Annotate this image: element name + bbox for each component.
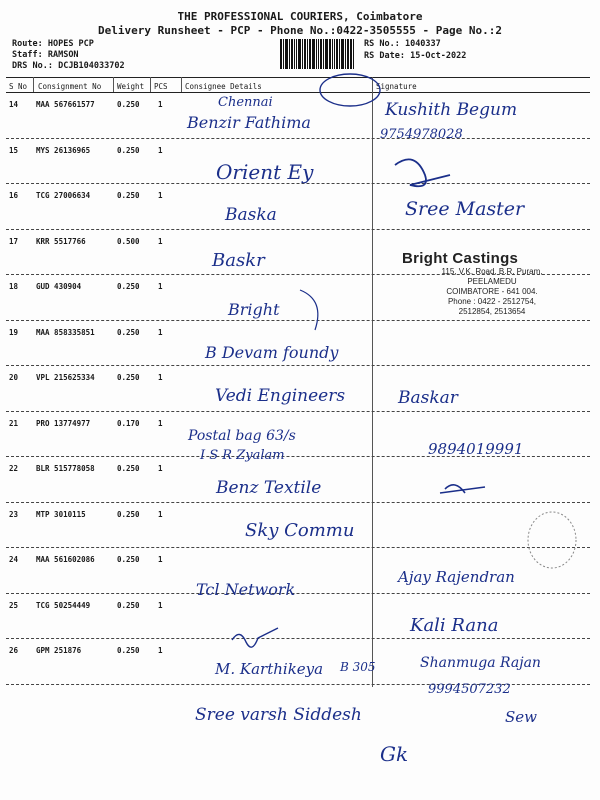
hw-r19-name: B Devam foundy: [205, 343, 339, 362]
row-pcs: 1: [158, 236, 163, 246]
row-pcs: 1: [158, 418, 163, 428]
row-pcs: 1: [158, 145, 163, 155]
col-header-pcs: PCS: [154, 82, 168, 91]
row-weight: 0.250: [117, 327, 140, 337]
col-header-weight: Weight: [117, 82, 145, 91]
row-pcs: 1: [158, 282, 163, 291]
hw-r16-signature: Sree Master: [405, 198, 525, 220]
col-header-sno: S No: [9, 82, 28, 91]
row-pcs: 1: [158, 464, 163, 473]
row-pcs: 1: [158, 600, 163, 610]
rs-no-value: 1040337: [404, 39, 441, 49]
row-consignment-no: GUD 430904: [36, 282, 82, 291]
hw-r16-name: Baska: [225, 205, 277, 225]
hw-r26-name: M. Karthikeya: [215, 660, 324, 678]
hw-r25-signature: Kali Rana: [410, 615, 499, 636]
hw-bottom-signature: Sew: [505, 708, 537, 726]
hw-r26-signature: Shanmuga Rajan: [420, 655, 541, 671]
row-weight: 0.250: [117, 464, 140, 473]
row-pcs: 1: [158, 100, 163, 109]
signature-stroke: [395, 159, 450, 186]
row-weight: 0.250: [117, 646, 140, 655]
hw-r23-name: Sky Commu: [245, 520, 355, 541]
row-sno: 24: [9, 555, 19, 564]
stamp-address2: PEELAMEDU: [467, 277, 517, 286]
row-weight: 0.250: [117, 373, 140, 382]
circle-stroke: [320, 74, 380, 106]
signature-stroke: [440, 485, 485, 493]
hw-r21-sub: I S R Zyalam: [200, 448, 285, 463]
staff-value: RAMSON: [47, 50, 79, 60]
row-sno: 18: [9, 282, 19, 291]
row-pcs: 1: [158, 646, 163, 655]
row-weight: 0.250: [117, 145, 140, 155]
row-consignment-no: VPL 215625334: [36, 373, 95, 382]
col-header-consignment: Consignment No: [38, 82, 102, 91]
company-heading: THE PROFESSIONAL COURIERS, Coimbatore: [177, 10, 423, 23]
row-consignment-no: MTP 3010115: [36, 509, 86, 519]
row-sno: 19: [9, 327, 19, 337]
row-consignment-no: KRR 5517766: [36, 236, 86, 246]
stamp-address3: COIMBATORE - 641 004.: [446, 287, 538, 296]
row-pcs: 1: [158, 327, 163, 337]
row-consignment-no: MAA 567661577: [36, 100, 95, 109]
pen-stroke: [300, 290, 318, 330]
hw-r18-name: Bright: [228, 300, 280, 319]
hw-bottom-note: Sree varsh Siddesh: [195, 705, 362, 725]
route-value: HOPES PCP: [47, 39, 94, 49]
row-pcs: 1: [158, 555, 163, 564]
runsheet-title: Delivery Runsheet - PCP - Phone No.:0422-3505555 - Page No.:2: [98, 24, 502, 37]
hw-r22-name: Benz Textile: [216, 478, 322, 498]
row-consignment-no: PRO 13774977: [36, 418, 91, 428]
hw-r14-phone: 9754978028: [380, 127, 463, 142]
row-weight: 0.250: [117, 509, 140, 519]
row-pcs: 1: [158, 373, 163, 382]
row-pcs: 1: [158, 191, 163, 200]
hw-r21-name: Postal bag 63/s: [188, 428, 296, 444]
rs-date-label: RS Date:: [364, 51, 405, 61]
hw-r26-note: B 305: [340, 660, 376, 674]
hw-r24-signature: Ajay Rajendran: [398, 568, 515, 586]
row-sno: 23: [9, 509, 19, 519]
hw-r20-name: Vedi Engineers: [215, 386, 346, 406]
row-weight: 0.500: [117, 236, 140, 246]
row-sno: 16: [9, 191, 19, 200]
row-weight: 0.250: [117, 191, 140, 200]
hw-r14-top: Chennai: [218, 95, 273, 110]
row-consignment-no: GPM 251876: [36, 646, 82, 655]
round-stamp-mark: [528, 512, 576, 568]
row-sno: 21: [9, 418, 19, 428]
rs-no-label: RS No.:: [364, 39, 400, 49]
drs-value: DCJB104033702: [58, 61, 125, 71]
row-sno: 15: [9, 145, 19, 155]
row-weight: 0.170: [117, 418, 140, 428]
col-header-consignee: Consignee Details: [185, 82, 262, 91]
drs-label: DRS No.:: [12, 61, 53, 71]
stamp-phone2: 2512854, 2513654: [458, 307, 526, 316]
row-pcs: 1: [158, 509, 163, 519]
row-consignment-no: MAA 561602086: [36, 555, 95, 564]
hw-r24-name: Tcl Network: [196, 580, 296, 599]
row-sno: 17: [9, 236, 19, 246]
hw-r17-name: Baskr: [212, 250, 265, 271]
signature-stroke: [232, 628, 278, 647]
hw-r15-name: Orient Ey: [216, 160, 314, 184]
col-header-signature: Signature: [376, 82, 417, 91]
row-consignment-no: BLR 515778058: [36, 464, 95, 473]
hw-r20-signature: Baskar: [398, 388, 458, 408]
row-sno: 25: [9, 600, 19, 610]
row-weight: 0.250: [117, 555, 140, 564]
row-consignment-no: MAA 858335851: [36, 327, 95, 337]
row-weight: 0.250: [117, 600, 140, 610]
stamp-name: Bright Castings: [402, 250, 519, 267]
row-weight: 0.250: [117, 282, 140, 291]
row-sno: 26: [9, 646, 19, 655]
row-sno: 14: [9, 100, 19, 109]
hw-r26-phone: 9994507232: [428, 682, 511, 697]
row-consignment-no: MYS 26136965: [36, 145, 91, 155]
row-weight: 0.250: [117, 100, 140, 109]
hw-r14-name: Benzir Fathima: [187, 113, 311, 132]
row-sno: 22: [9, 464, 19, 473]
hw-r21-phone: 9894019991: [428, 440, 524, 458]
row-consignment-no: TCG 27006634: [36, 191, 91, 200]
stamp-address1: 115, V.K. Road, B.R. Puram,: [441, 267, 543, 276]
row-consignment-no: TCG 50254449: [36, 600, 91, 610]
staff-label: Staff:: [12, 50, 43, 60]
hw-initials: Gk: [380, 742, 409, 766]
stamp-phone1: Phone : 0422 - 2512754,: [447, 297, 537, 306]
row-sno: 20: [9, 373, 19, 382]
rs-date-value: 15-Oct-2022: [410, 51, 467, 61]
hw-r14-signature: Kushith Begum: [385, 100, 518, 120]
route-label: Route:: [12, 39, 43, 49]
